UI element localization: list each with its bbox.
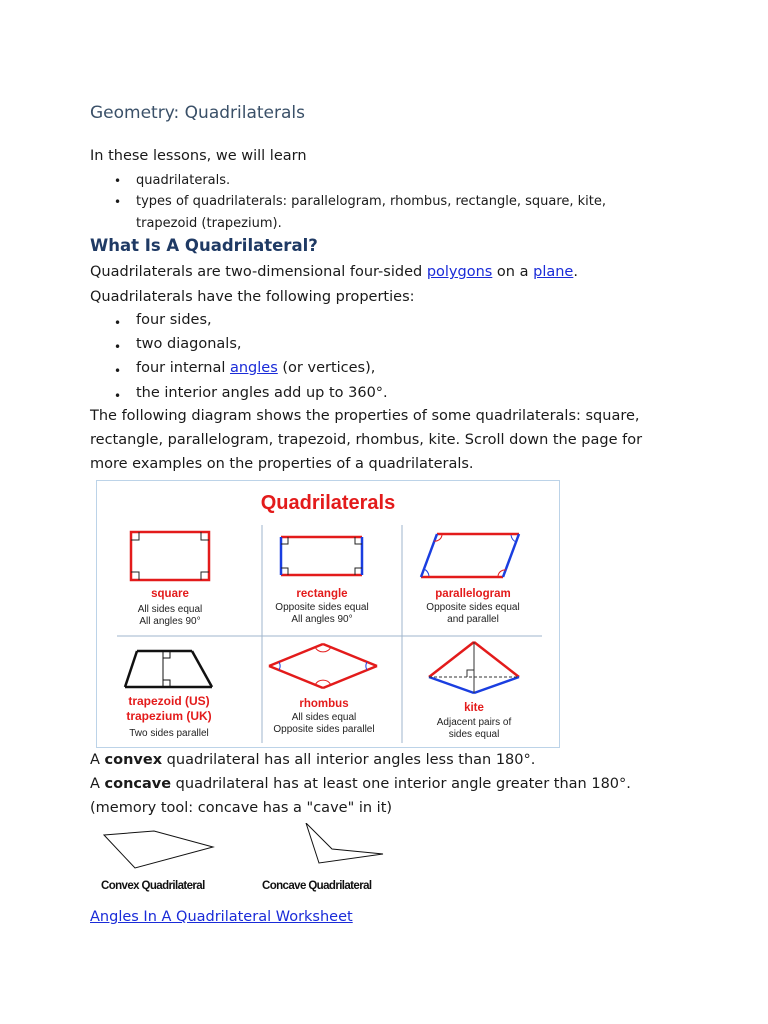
parallelogram-shape: [421, 534, 519, 577]
shape-name: square: [151, 588, 189, 600]
convex-concave-figure: [96, 823, 406, 895]
paragraph-line: The following diagram shows the properties of some quadrilaterals: square,: [90, 408, 640, 424]
list-item: the interior angles add up to 360°.: [136, 385, 388, 401]
shape-desc: Adjacent pairs of: [436, 717, 512, 728]
shape-desc: All sides equal: [137, 604, 203, 615]
concave-definition: [90, 776, 631, 792]
concave-label: Concave Quadrilateral: [262, 880, 372, 892]
list-item: quadrilaterals.: [136, 173, 231, 188]
page-title: Geometry: Quadrilaterals: [90, 103, 305, 123]
bullet: •: [114, 174, 122, 188]
intro-text: In these lessons, we will learn: [90, 148, 307, 164]
square-shape: [131, 532, 209, 580]
text-segment: .: [573, 264, 578, 280]
shape-desc: and parallel: [447, 614, 499, 625]
shape-desc: All angles 90°: [139, 616, 201, 627]
convex-definition: [90, 752, 535, 768]
concave-quadrilateral-shape: [306, 823, 383, 863]
text-segment: A: [90, 776, 105, 792]
text-segment: four internal: [136, 360, 230, 376]
list-item: four sides,: [136, 312, 212, 328]
text-segment: on a: [492, 264, 534, 280]
shape-desc: Opposite sides equal: [275, 602, 369, 613]
text-segment: A: [90, 752, 105, 768]
shape-name: rhombus: [299, 698, 349, 710]
section-heading: What Is A Quadrilateral?: [90, 236, 318, 255]
text-segment: Quadrilaterals are two-dimensional four-sided: [90, 264, 427, 280]
text-segment: quadrilateral has all interior angles less than 180°.: [162, 752, 536, 768]
list-item: two diagonals,: [136, 336, 242, 352]
polygons-link[interactable]: polygons: [426, 264, 493, 280]
convex-quadrilateral-shape: [104, 831, 213, 868]
shape-name: kite: [464, 702, 484, 714]
bullet: •: [114, 364, 122, 378]
shape-desc: Opposite sides equal: [426, 602, 520, 613]
memory-tool: (memory tool: concave has a "cave" in it): [90, 800, 393, 816]
convex-keyword: convex: [104, 752, 163, 768]
shape-desc: All sides equal: [291, 712, 357, 723]
paragraph-line: rectangle, parallelogram, trapezoid, rhombus, kite. Scroll down the page for: [90, 432, 643, 448]
shape-name: trapezoid (US): [128, 694, 210, 708]
angles-link[interactable]: angles: [229, 360, 278, 376]
concave-keyword: concave: [104, 776, 172, 792]
rectangle-shape: [281, 537, 362, 575]
shape-desc: Two sides parallel: [129, 728, 209, 739]
bullet: •: [114, 389, 122, 403]
shape-desc: All angles 90°: [291, 614, 353, 625]
properties-intro: Quadrilaterals have the following properties:: [90, 289, 415, 305]
bullet: •: [114, 195, 122, 209]
bullet: •: [114, 340, 122, 354]
diagram-title: Quadrilaterals: [260, 492, 396, 514]
kite-shape: [429, 642, 519, 693]
quadrilaterals-diagram: [96, 480, 560, 748]
convex-label: Convex Quadrilateral: [101, 880, 205, 892]
trapezoid-shape: [125, 651, 212, 687]
list-item: types of quadrilaterals: parallelogram, rhombus, rectangle, square, kite,: [136, 194, 607, 209]
bullet: •: [114, 316, 122, 330]
plane-link[interactable]: plane: [533, 264, 574, 280]
worksheet-link[interactable]: Angles In A Quadrilateral Worksheet: [90, 909, 353, 925]
text-segment: (or vertices),: [277, 360, 376, 376]
paragraph-line: more examples on the properties of a quadrilaterals.: [90, 456, 474, 472]
shape-desc: sides equal: [448, 729, 500, 740]
list-item: [136, 360, 375, 376]
shape-desc: Opposite sides parallel: [273, 724, 375, 735]
shape-name: parallelogram: [435, 588, 511, 600]
shape-name: rectangle: [296, 588, 348, 600]
shape-name: trapezium (UK): [126, 709, 212, 723]
rhombus-shape: [269, 644, 377, 688]
list-item: trapezoid (trapezium).: [136, 216, 282, 231]
definition-line: [90, 264, 578, 280]
text-segment: quadrilateral has at least one interior angle greater than 180°.: [171, 776, 631, 792]
